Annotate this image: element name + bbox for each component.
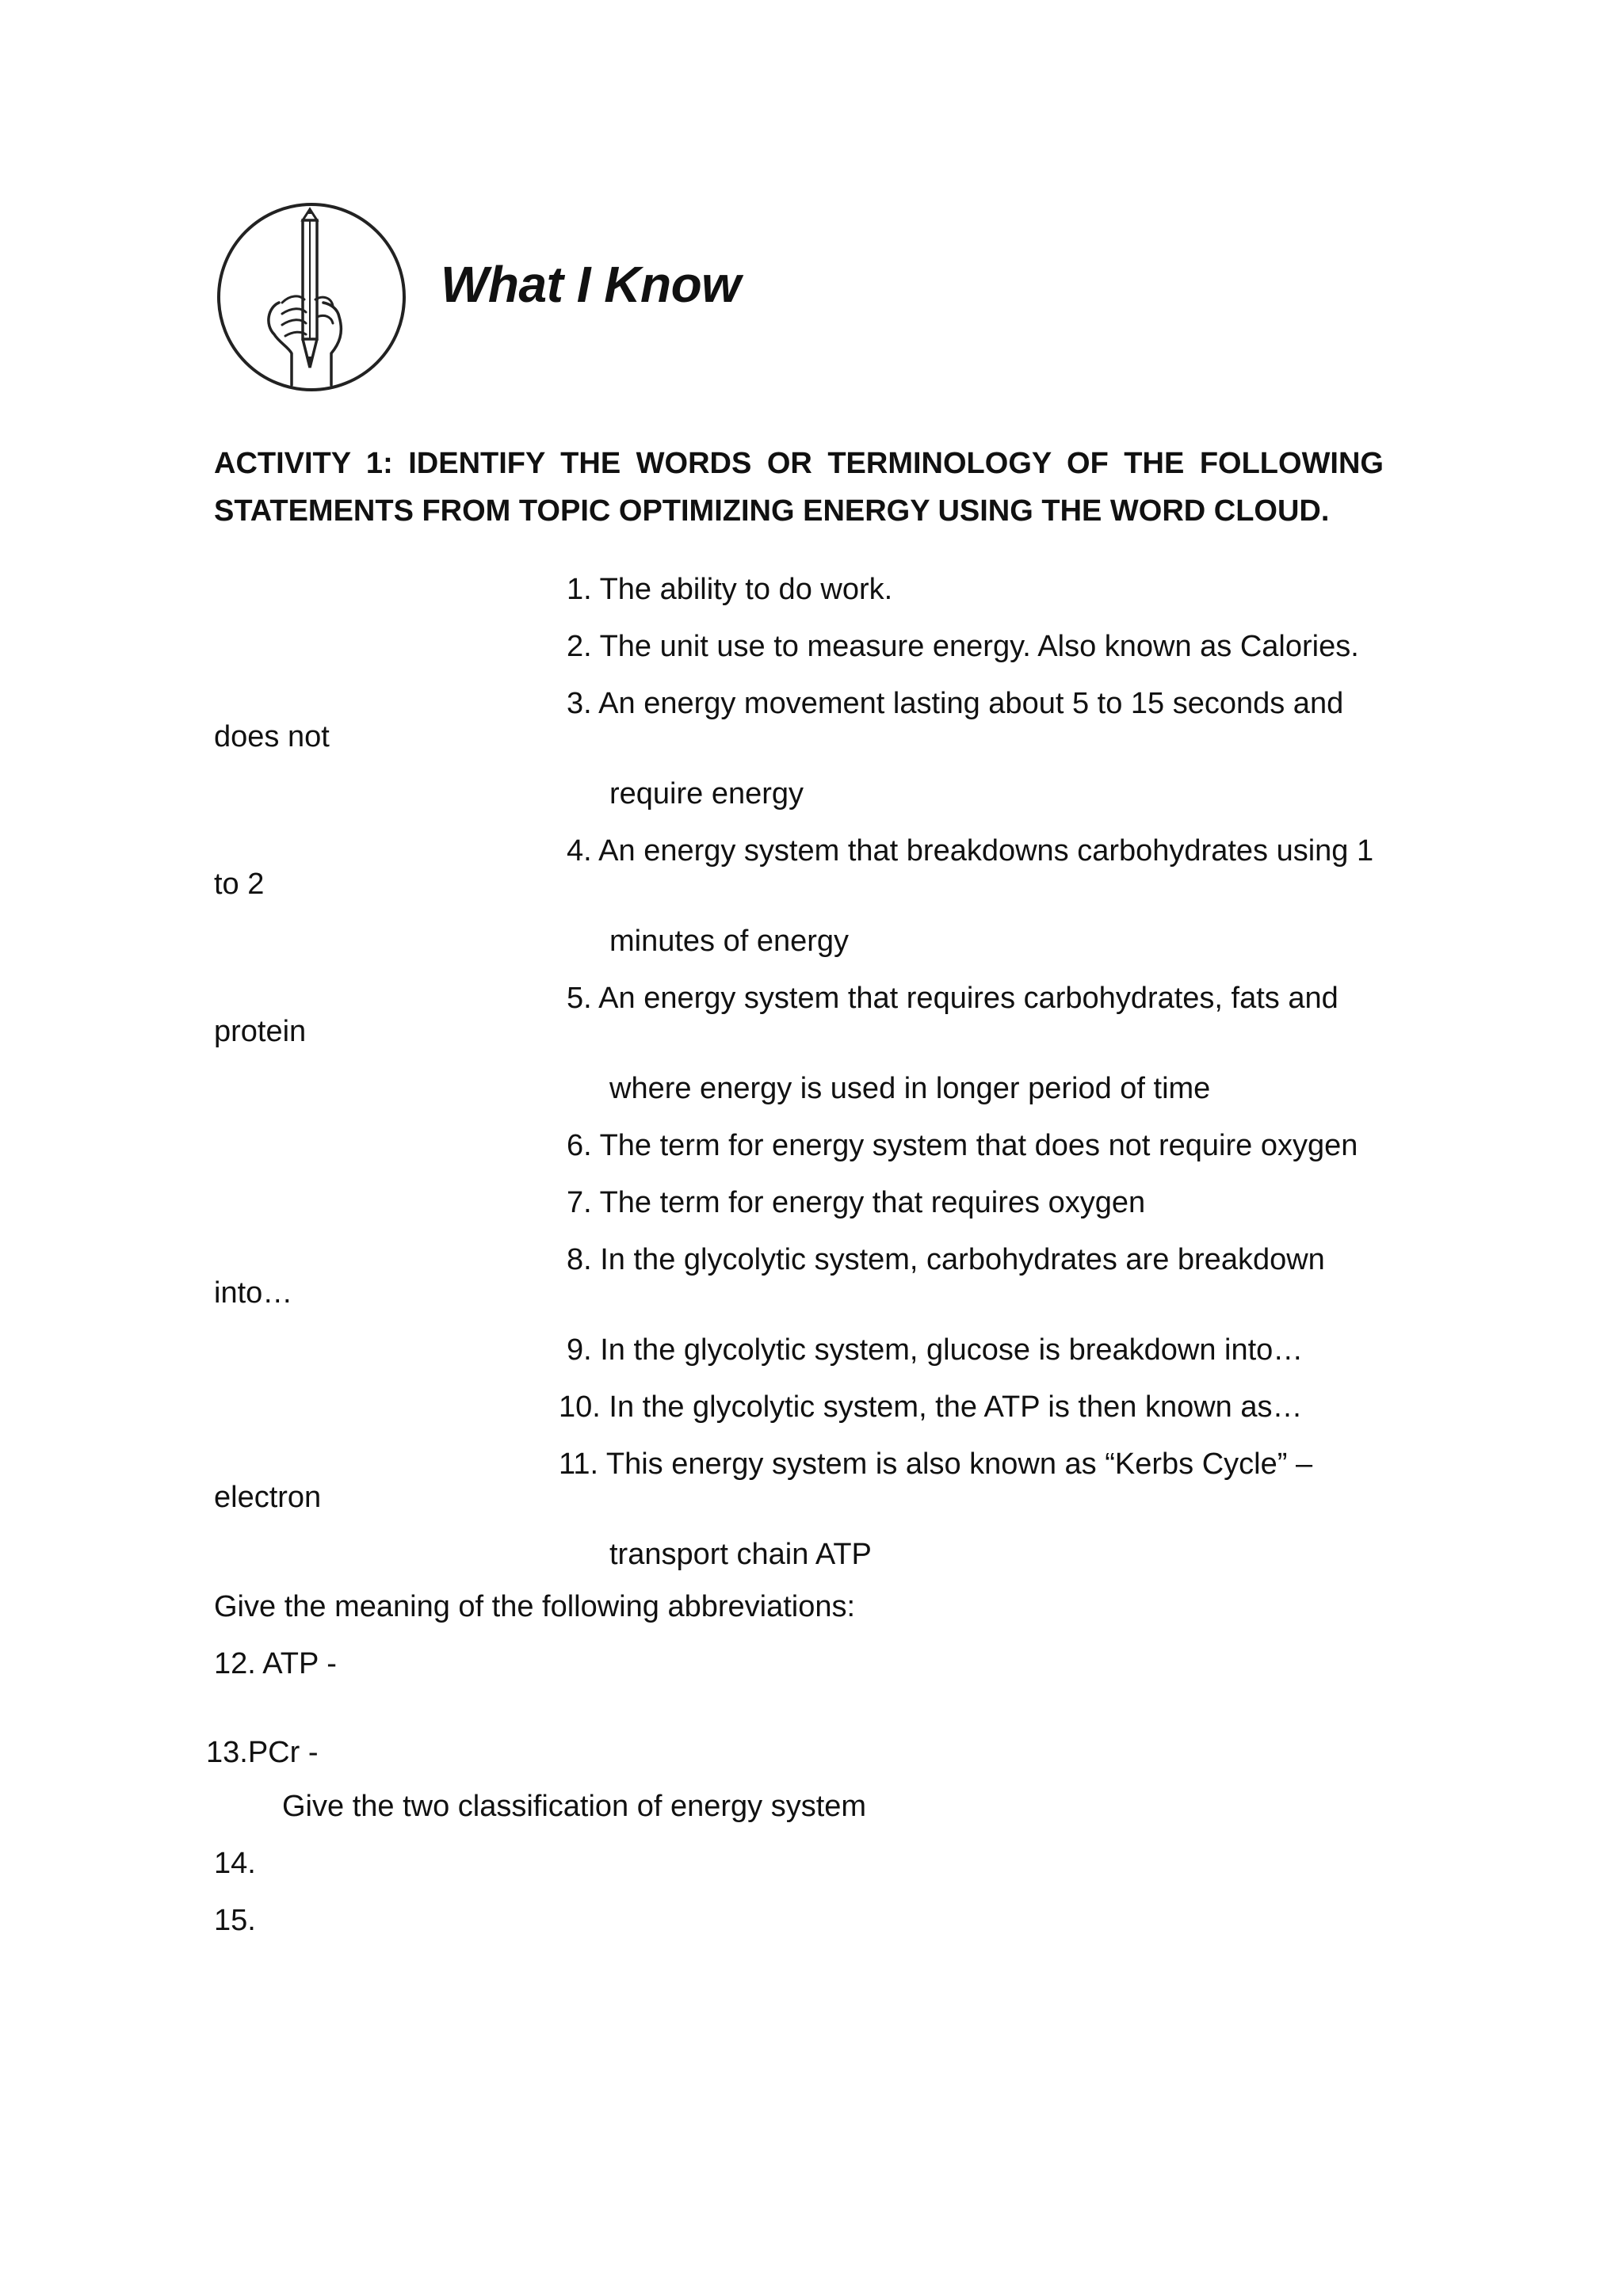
question-4-continuation: minutes of energy	[609, 925, 850, 958]
question-8-wrap: into…	[214, 1276, 293, 1310]
question-13: 13.PCr -	[206, 1736, 319, 1769]
question-1: 1. The ability to do work.	[567, 573, 893, 606]
question-3-continuation: require energy	[609, 777, 804, 810]
question-11-wrap: electron	[214, 1481, 322, 1514]
question-3: 3. An energy movement lasting about 5 to 15 seconds and	[567, 687, 1344, 720]
question-10: 10. In the glycolytic system, the ATP is then known as…	[559, 1390, 1303, 1424]
question-5-continuation: where energy is used in longer period of time	[609, 1072, 1211, 1105]
question-11-continuation: transport chain ATP	[609, 1538, 872, 1571]
question-8: 8. In the glycolytic system, carbohydrates are breakdown	[567, 1243, 1325, 1276]
question-6: 6. The term for energy system that does not require oxygen	[567, 1129, 1358, 1162]
classification-prompt: Give the two classification of energy system	[282, 1790, 867, 1823]
question-15: 15.	[214, 1904, 256, 1937]
question-12: 12. ATP -	[214, 1647, 337, 1680]
question-4: 4. An energy system that breakdowns carbohydrates using 1	[567, 834, 1374, 868]
question-7: 7. The term for energy that requires oxygen	[567, 1186, 1146, 1219]
question-14: 14.	[214, 1847, 256, 1880]
question-5-wrap: protein	[214, 1015, 307, 1048]
question-2: 2. The unit use to measure energy. Also known as Calories.	[567, 630, 1359, 663]
question-3-wrap: does not	[214, 720, 330, 753]
page-title: What I Know	[441, 256, 741, 313]
hand-holding-pencil-icon	[212, 198, 411, 396]
question-11: 11. This energy system is also known as “Kerbs Cycle” –	[559, 1447, 1313, 1481]
activity-instruction: ACTIVITY 1: IDENTIFY THE WORDS OR TERMINOLOGY OF THE FOLLOWING STATEMENTS FROM TOPIC OPTIMIZING ENERGY USING THE WORD CLOUD.	[214, 447, 1384, 528]
question-9: 9. In the glycolytic system, glucose is breakdown into…	[567, 1333, 1304, 1367]
question-5: 5. An energy system that requires carbohydrates, fats and	[567, 982, 1338, 1015]
question-4-wrap: to 2	[214, 868, 265, 901]
abbreviations-prompt: Give the meaning of the following abbreviations:	[214, 1590, 856, 1623]
